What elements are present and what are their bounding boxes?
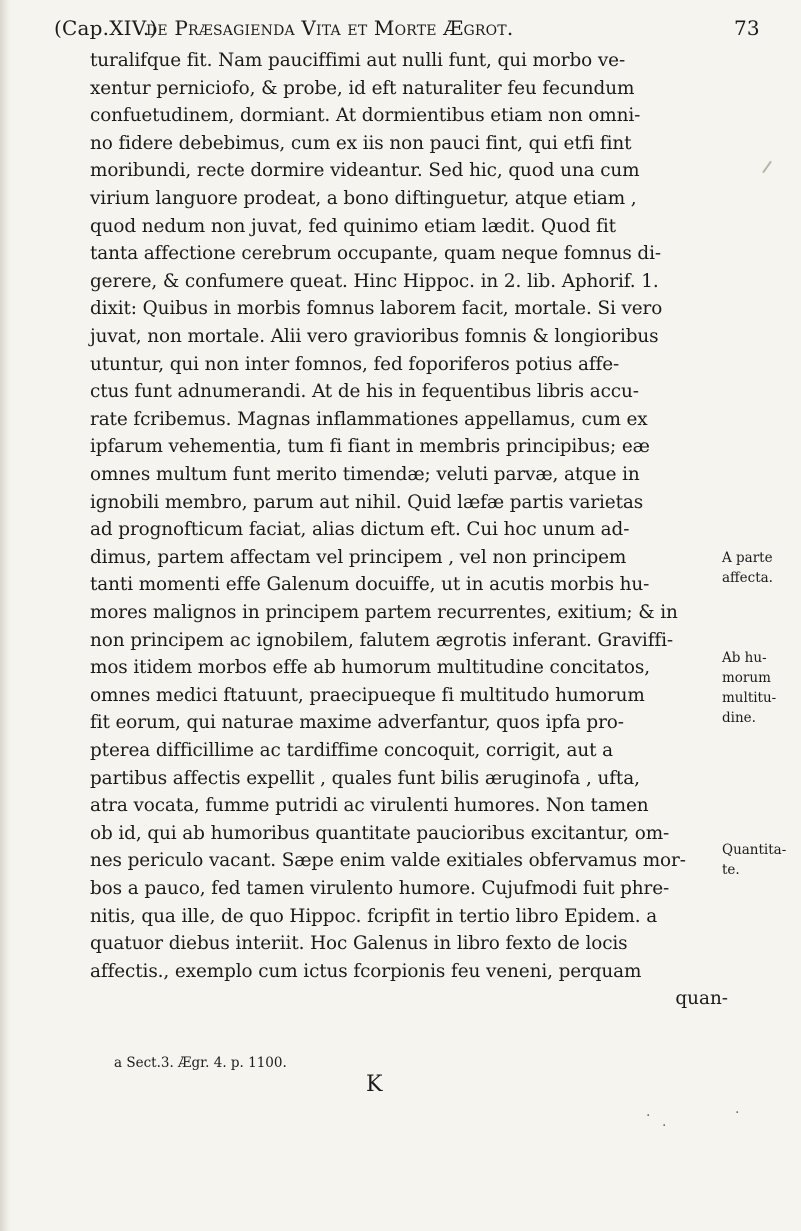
ink-speck: · [662, 1118, 667, 1134]
catchword: quan- [675, 988, 728, 1010]
margin-note: Quantita- [722, 842, 787, 858]
text-line: quod nedum non juvat, fed quinimo etiam lædit. Quod fit [90, 215, 616, 237]
header-section: (Cap.XIV.) [54, 16, 158, 40]
text-line: dimus, partem affectam vel principem , vel non principem [90, 546, 627, 568]
footnote: a Sect.3. Ægr. 4. p. 1100. [114, 1055, 287, 1071]
text-line: juvat, non mortale. Alii vero gravioribus fomnis & longioribus [90, 326, 659, 347]
text-line: bos a pauco, fed tamen virulento humore. Cujufmodi fuit phre- [90, 878, 670, 899]
text-line: xentur perniciofo, & probe, id eft naturaliter feu fecundum [90, 77, 635, 99]
margin-note: morum [722, 670, 771, 686]
text-line: turalifque fit. Nam pauciffimi aut nulli funt, qui morbo ve- [90, 50, 626, 71]
text-line: pterea difficillime ac tardiffime concoquit, corrigit, aut a [90, 740, 614, 761]
text-line: ob id, qui ab humoribus quantitate paucioribus excitantur, om- [90, 822, 670, 844]
text-line: utuntur, qui non inter fomnos, fed foporiferos potius affe- [90, 353, 620, 375]
ink-speck: · [735, 1105, 740, 1121]
paper-mark [762, 161, 772, 174]
text-line: non principem ac ignobilem, falutem ægrotis inferant. Graviffi- [90, 629, 674, 651]
text-line: ctus funt adnumerandi. At de his in fequentibus libris accu- [90, 381, 639, 403]
text-line: no fidere debebimus, cum ex iis non pauci fint, qui etfi fint [90, 132, 632, 154]
text-line: confuetudinem, dormiant. At dormientibus etiam non omni- [90, 105, 641, 127]
text-line: atra vocata, fumme putridi ac virulenti humores. Non tamen [90, 795, 649, 817]
text-line: ad prognofticum faciat, alias dictum eft. Cui hoc unum ad- [90, 519, 630, 541]
text-line: mores malignos in principem partem recurrentes, exitium; & in [90, 602, 678, 623]
header-title: de Præsagienda Vita et Morte Ægrot. [146, 16, 514, 40]
ink-speck: · [646, 1108, 651, 1124]
margin-note: te. [722, 862, 740, 878]
margin-note: A parte [722, 550, 773, 566]
text-line: ignobili membro, parum aut nihil. Quid læfæ partis varietas [90, 491, 644, 513]
text-line: mos itidem morbos effe ab humorum multitudine concitatos, [90, 657, 650, 679]
text-line: omnes medici ftatuunt, praecipueque fi multitudo humorum [90, 684, 645, 706]
signature-mark: K [366, 1072, 383, 1097]
margin-note: Ab hu- [722, 650, 767, 666]
text-line: fit eorum, qui naturae maxime adverfantur, quos ipfa pro- [90, 712, 624, 734]
margin-note: affecta. [722, 570, 773, 586]
text-line: ipfarum vehementia, tum fi fiant in membris principibus; eæ [90, 436, 650, 458]
text-line: quatuor diebus interiit. Hoc Galenus in libro fexto de locis [90, 933, 628, 955]
page-number: 73 [734, 16, 760, 40]
text-line: nes periculo vacant. Sæpe enim valde exitiales obfervamus mor- [90, 850, 686, 872]
text-line: gerere, & confumere queat. Hinc Hippoc. in 2. lib. Aphorif. 1. [90, 270, 659, 292]
running-header [54, 12, 760, 46]
text-line: moribundi, recte dormire videantur. Sed hic, quod una cum [90, 160, 640, 182]
text-line: omnes multum funt merito timendæ; veluti parvæ, atque in [90, 464, 640, 485]
margin-note: dine. [722, 710, 756, 726]
margin-note: multitu- [722, 690, 777, 706]
page-gutter-shadow [0, 0, 10, 1231]
text-line: rate fcribemus. Magnas inflammationes appellamus, cum ex [90, 408, 648, 430]
text-line: tanti momenti effe Galenum docuiffe, ut in acutis morbis hu- [90, 574, 650, 596]
text-line: affectis., exemplo cum ictus fcorpionis feu veneni, perquam [90, 960, 642, 982]
text-line: nitis, qua ille, de quo Hippoc. fcripfit in tertio libro Epidem. a [90, 905, 658, 927]
text-line: tanta affectione cerebrum occupante, quam neque fomnus di- [90, 243, 661, 265]
text-line: dixit: Quibus in morbis fomnus laborem facit, mortale. Si vero [90, 298, 663, 320]
text-line: partibus affectis expellit , quales funt bilis æruginofa , ufta, [90, 767, 640, 789]
text-line: virium languore prodeat, a bono diftinguetur, atque etiam , [90, 188, 637, 209]
